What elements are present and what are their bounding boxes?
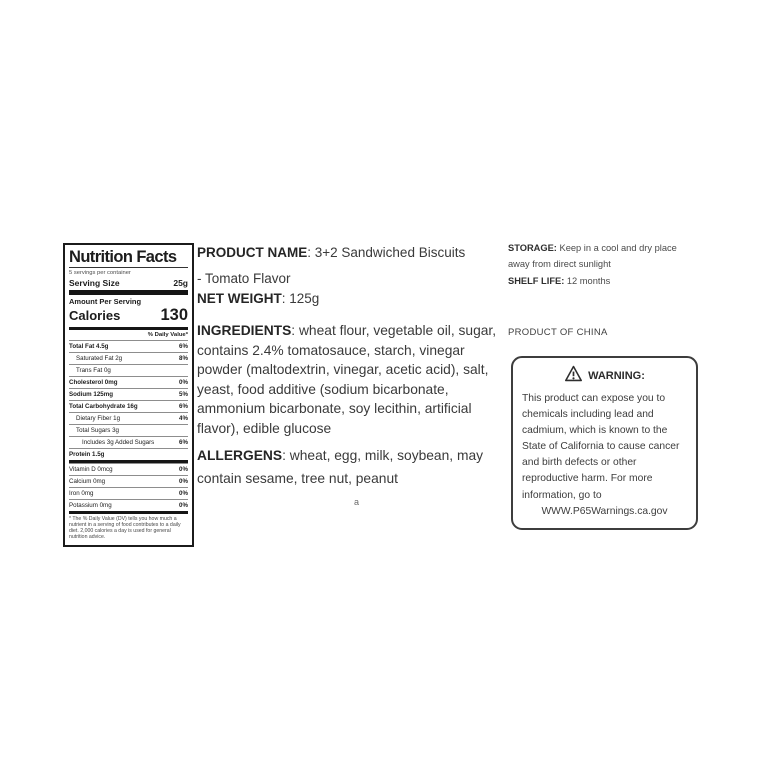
calories-row — [69, 306, 188, 327]
nutrition-row-trans-fat — [69, 364, 188, 376]
warning-text-line: This product can expose you to — [522, 393, 666, 404]
nutrition-facts-panel — [63, 243, 194, 547]
nutrition-row-potassium — [69, 499, 188, 511]
nutrient-dv: 6% — [179, 342, 188, 350]
nutrition-row-calcium — [69, 475, 188, 487]
amount-per-serving-label: Amount Per Serving — [69, 296, 142, 306]
nutrition-row-added-sugars — [69, 436, 188, 448]
product-name-value: : 3+2 Sandwiched Biscuits — [307, 245, 466, 260]
nutrient-dv: 0% — [179, 465, 188, 473]
nutrition-row-sodium — [69, 388, 188, 400]
net-weight-value: : 125g — [281, 291, 320, 306]
nutrient-label: Protein 1.5g — [69, 450, 105, 458]
warning-triangle-icon — [564, 365, 583, 387]
nutrient-dv: 0% — [179, 489, 188, 497]
calories-value: 130 — [160, 305, 188, 324]
warning-text-line: State of California to cause cancer — [522, 441, 680, 453]
servings-per-container: 5 servings per container — [69, 267, 188, 277]
nutrition-row-total-fat — [69, 340, 188, 352]
nutrient-dv: 5% — [179, 390, 188, 398]
product-name-line2: - Tomato Flavor — [197, 271, 291, 286]
nutrient-label: Cholesterol 0mg — [69, 378, 118, 386]
allergens-label: ALLERGENS — [197, 448, 283, 463]
nutrition-row-dietary-fiber — [69, 412, 188, 424]
storage-block — [508, 241, 700, 272]
product-name-line1 — [197, 240, 505, 266]
nutrition-row-saturated-fat — [69, 352, 188, 364]
stray-print-mark: a — [354, 497, 360, 507]
nutrient-label: Includes 3g Added Sugars — [82, 438, 155, 446]
warning-text-line: reproductive harm. For more — [522, 473, 653, 485]
calories-label: Calories — [69, 307, 121, 323]
nutrient-label: Sodium 125mg — [69, 390, 114, 398]
warning-title-row — [522, 365, 687, 387]
warning-text-line: information, go to — [522, 489, 602, 501]
nutrient-label: Potassium 0mg — [69, 501, 112, 509]
ingredients-text: : wheat flour, vegetable oil, sugar, contains 2.4% tomatosauce, starch, vinegar powder (maltodextrin, vinegar, acetic acid), salt, yeast, food additive (sodium bicarbonate, ammonium bicarbonate, soy lecithin, artificial flavor), edible glucose — [197, 323, 497, 436]
serving-size-label: Serving Size — [69, 277, 120, 288]
allergens-block — [197, 444, 505, 490]
nutrient-label: Total Carbohydrate 16g — [69, 402, 138, 410]
nutrition-row-protein — [69, 448, 188, 460]
daily-value-note: % Daily Value* — [69, 327, 188, 340]
storage-label: STORAGE: — [508, 243, 557, 253]
warning-url: WWW.P65Warnings.ca.gov — [541, 505, 668, 517]
allergens-text: : wheat, egg, milk, soybean, may contain sesame, tree nut, peanut — [197, 448, 484, 486]
nutrient-label: Trans Fat 0g — [76, 366, 111, 374]
nutrient-label: Calcium 0mg — [69, 477, 106, 485]
net-weight-label: NET WEIGHT — [197, 291, 282, 306]
nutrition-facts-title: Nutrition Facts — [69, 248, 177, 266]
nutrition-row-cholesterol — [69, 376, 188, 388]
shelf-life-block — [508, 276, 610, 286]
shelf-life-label: SHELF LIFE: — [508, 276, 565, 286]
nutrition-row-vitamin-d — [69, 463, 188, 475]
nutrition-row-total-carbohydrate — [69, 400, 188, 412]
nutrition-row-total-sugars — [69, 424, 188, 436]
prop65-warning-box — [511, 356, 698, 530]
nutrition-row-iron — [69, 487, 188, 499]
nutrient-dv: 6% — [179, 402, 188, 410]
nutrient-label: Iron 0mg — [69, 489, 94, 497]
ingredients-label: INGREDIENTS — [197, 323, 292, 338]
nutrient-label: Total Sugars 3g — [76, 426, 119, 434]
warning-text-line: chemicals including lead and — [522, 409, 654, 421]
product-name-block — [197, 240, 505, 292]
product-name-label: PRODUCT NAME — [197, 245, 308, 260]
nutrient-dv: 0% — [179, 477, 188, 485]
nutrient-label: Dietary Fiber 1g — [76, 414, 121, 422]
nutrient-label: Saturated Fat 2g — [76, 354, 123, 362]
nutrient-dv: 8% — [179, 354, 188, 362]
country-of-origin: PRODUCT OF CHINA — [508, 327, 608, 338]
nutrient-label: Total Fat 4.5g — [69, 342, 109, 350]
net-weight-block — [197, 291, 505, 306]
warning-title: WARNING: — [588, 370, 645, 382]
shelf-life-value: 12 months — [564, 276, 611, 286]
nutrient-dv: 0% — [179, 378, 188, 386]
ingredients-block — [197, 321, 505, 439]
nutrient-dv: 0% — [179, 501, 188, 509]
serving-size-value: 25g — [173, 277, 188, 288]
nutrient-dv: 4% — [179, 414, 188, 422]
serving-size-row — [69, 277, 188, 290]
nutrient-label: Vitamin D 0mcg — [69, 465, 113, 473]
nutrient-dv: 6% — [179, 438, 188, 446]
warning-text-line: cadmium, which is known to the — [522, 425, 668, 437]
daily-value-footnote: * The % Daily Value (DV) tells you how much a nutrient in a serving of food contributes to a daily diet. 2,000 calories a day is used for general nutrition advice. — [69, 511, 188, 541]
storage-text: Keep in a cool and dry place away from direct sunlight — [508, 243, 677, 269]
warning-text-line: and birth defects or other — [522, 457, 637, 469]
